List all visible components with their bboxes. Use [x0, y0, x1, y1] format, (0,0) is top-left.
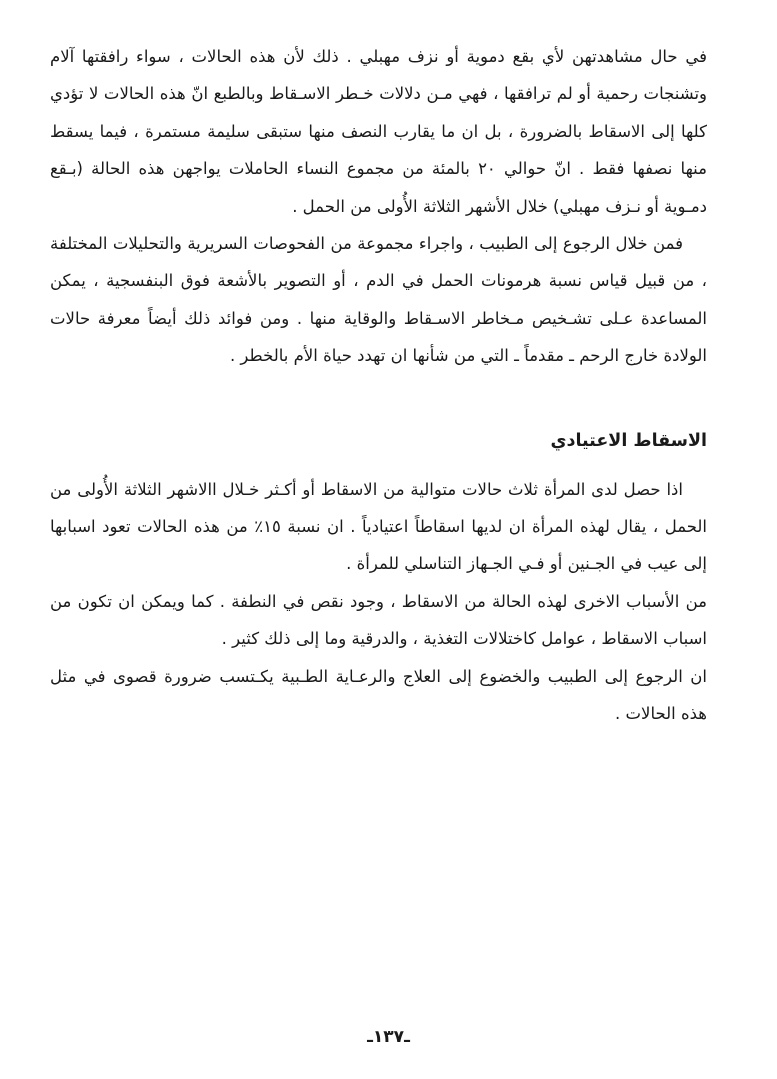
- paragraph-bleeding-intro: في حال مشاهدتهن لأي بقع دموية أو نزف مهبلي . ذلك لأن هذه الحالات ، سواء رافقتها آلام وتشنجات رحمية أو لم ترافقها ، فهي مـن دلالات خـطر الاسـقاط وبالطبع انّ هذه الحالات لا تؤدي كلها إلى الاسقاط بالضرورة ، بل ان ما يقارب النصف منها ستبقى سليمة مستمرة ، فيما يسقط منها نصفها فقط . انّ حوالي ٢٠ بالمئة من مجموع النساء الحاملات يواجهن هذه الحالة (بـقع دمـوية أو نـزف مهبلي) خلال الأشهر الثلاثة الأُولى من الحمل .: [50, 47, 708, 216]
- paragraph-habitual-definition: اذا حصل لدى المرأة ثلاث حالات متوالية من الاسقاط أو أكـثر خـلال االاشهر الثلاثة الأُولى من الحمل ، يقال لهذه المرأة ان لديها اسقاطاً اعتيادياً . ان نسبة ١٥٪ من هذه الحالات تعود اسبابها إلى عيب في الجـنين أو فـي الجـهاز التناسلي للمرأة .: [50, 479, 707, 574]
- paragraph-medical-care: ان الرجوع إلى الطبيب والخضوع إلى العلاج والرعـاية الطـبية يكـتسب ضرورة قصوى في مثل هذه الحالات .: [50, 666, 707, 724]
- page-number: ـ١٣٧ـ: [367, 1027, 410, 1047]
- paragraph-other-causes: من الأسباب الاخرى لهذه الحالة من الاسقاط ، وجود نقص في النطفة . كما ويمكن ان تكون من اسباب الاسقاط ، عوامل كاختلالات التغذية ، والدرقية وما إلى ذلك كثير .: [50, 591, 707, 649]
- section-heading-habitual-miscarriage: الاسقاط الاعتيادي: [550, 430, 707, 451]
- document-page: [50, 38, 707, 733]
- paragraph-doctor-examination: فمن خلال الرجوع إلى الطبيب ، واجراء مجموعة من الفحوصات السريرية والتحليلات المختلفة ، من قبيل قياس نسبة هرمونات الحمل في الدم ، أو التصوير بالأشعة فوق البنفسجية ، يمكن المساعدة عـلى تشـخيص مـخاطر الاسـقاط والوقاية منها . ومن فوائد ذلك أيضاً معرفة حالات الولادة خارج الرحم ـ مقدماً ـ التي من شأنها ان تهدد حياة الأم بالخطر .: [50, 234, 707, 366]
